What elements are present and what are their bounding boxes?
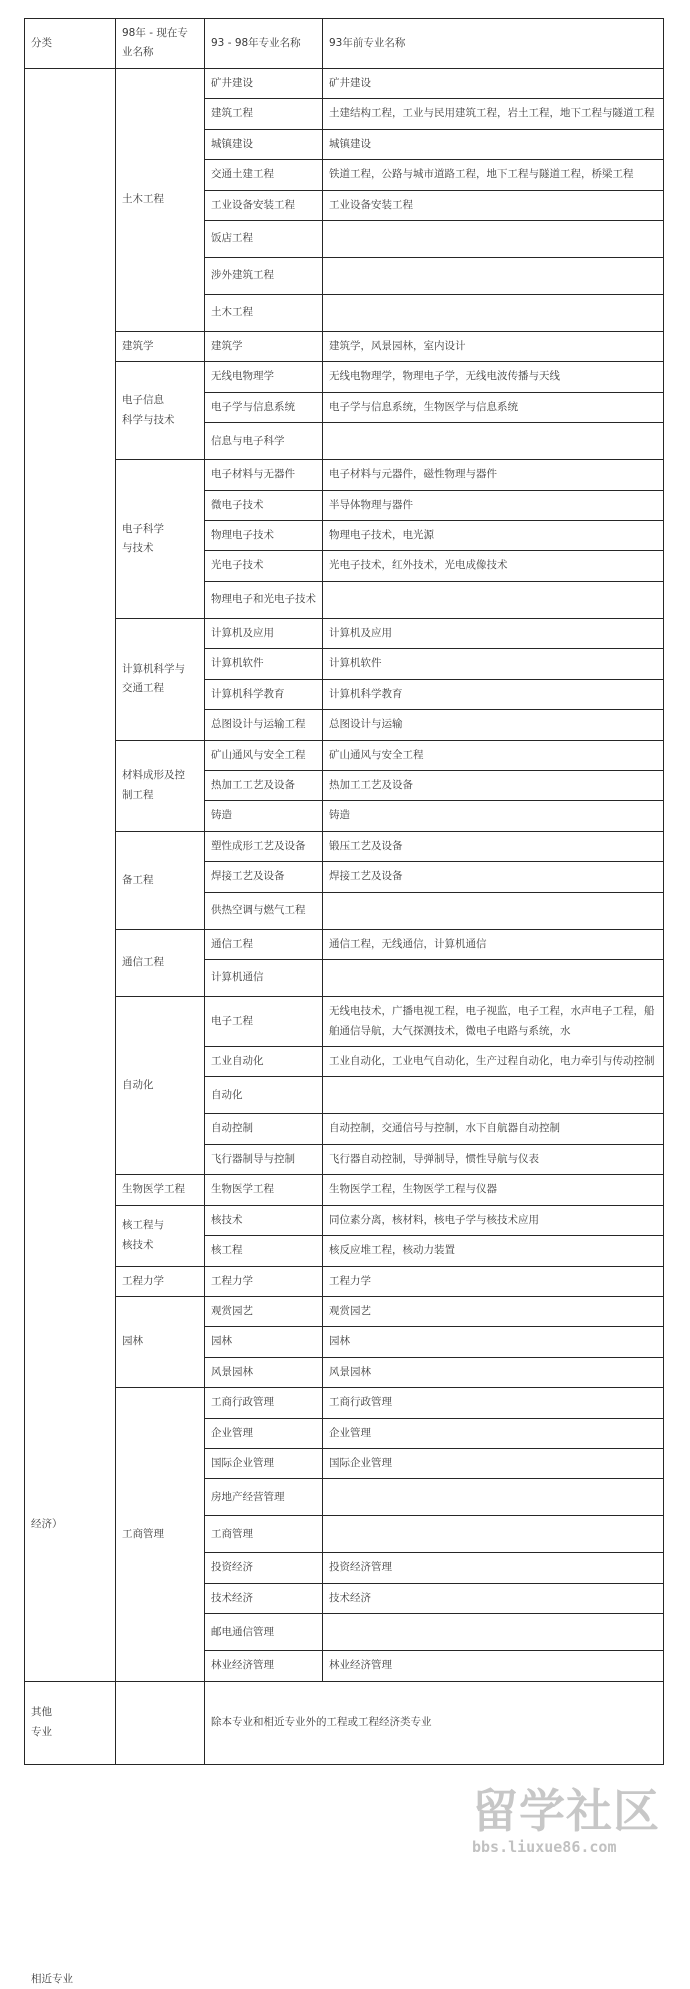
- current-major-cell: 铸造: [205, 801, 323, 831]
- legacy-major-cell: [323, 1077, 664, 1114]
- group-name-cell: 生物医学工程: [116, 1175, 205, 1205]
- legacy-major-cell: 铸造: [323, 801, 664, 831]
- current-major-cell: 生物医学工程: [205, 1175, 323, 1205]
- legacy-major-cell: 电子材料与元器件，磁性物理与器件: [323, 460, 664, 490]
- table-row: [25, 1296, 664, 1326]
- legacy-major-cell: 矿山通风与安全工程: [323, 740, 664, 770]
- legacy-major-cell: 建筑学，风景园林，室内设计: [323, 331, 664, 361]
- current-major-cell: 物理电子技术: [205, 521, 323, 551]
- current-major-cell: 供热空调与燃气工程: [205, 892, 323, 929]
- current-major-cell: 矿山通风与安全工程: [205, 740, 323, 770]
- legacy-major-cell: 无线电技术，广播电视工程，电子视监，电子工程，水声电子工程，船舶通信导航，大气探测技术，微电子电路与系统，水: [323, 997, 664, 1047]
- table-row: [25, 1388, 664, 1418]
- legacy-major-cell: [323, 1516, 664, 1553]
- watermark: [472, 1784, 682, 1874]
- group-name-cell: 备工程: [116, 831, 205, 929]
- group-name-cell: 计算机科学与 交通工程: [116, 618, 205, 740]
- current-major-cell: 自动控制: [205, 1114, 323, 1144]
- current-major-cell: 计算机及应用: [205, 618, 323, 648]
- legacy-major-cell: 自动控制，交通信号与控制，水下自航器自动控制: [323, 1114, 664, 1144]
- header-cell-category: 分类: [25, 19, 116, 69]
- current-major-cell: 通信工程: [205, 929, 323, 959]
- legacy-major-cell: 城镇建设: [323, 129, 664, 159]
- legacy-major-cell: 铁道工程，公路与城市道路工程，地下工程与隧道工程，桥梁工程: [323, 160, 664, 190]
- current-major-cell: 企业管理: [205, 1418, 323, 1448]
- current-major-cell: 工程力学: [205, 1266, 323, 1296]
- group-name-cell: 工商管理: [116, 1388, 205, 1682]
- current-major-cell: 塑性成形工艺及设备: [205, 831, 323, 861]
- current-major-cell: 光电子技术: [205, 551, 323, 581]
- legacy-major-cell: 飞行器自动控制，导弹制导，惯性导航与仪表: [323, 1144, 664, 1174]
- current-major-cell: 工商管理: [205, 1516, 323, 1553]
- legacy-major-cell: 焊接工艺及设备: [323, 862, 664, 892]
- group-name-cell: 自动化: [116, 997, 205, 1175]
- legacy-major-cell: 核反应堆工程，核动力装置: [323, 1236, 664, 1266]
- legacy-major-cell: 无线电物理学，物理电子学，无线电波传播与天线: [323, 362, 664, 392]
- legacy-major-cell: 生物医学工程，生物医学工程与仪器: [323, 1175, 664, 1205]
- table-footer-row: [25, 1681, 664, 1764]
- watermark-title: 留学社区: [472, 1784, 660, 1838]
- legacy-major-cell: [323, 581, 664, 618]
- table-row: [25, 1175, 664, 1205]
- group-name-cell: 园林: [116, 1296, 205, 1387]
- category-label-economics: 经济）: [31, 1517, 63, 1530]
- current-major-cell: 核技术: [205, 1205, 323, 1235]
- group-name-cell: 建筑学: [116, 331, 205, 361]
- current-major-cell: 计算机科学教育: [205, 679, 323, 709]
- table-row: [25, 831, 664, 861]
- current-major-cell: 房地产经营管理: [205, 1479, 323, 1516]
- legacy-major-cell: 电子学与信息系统，生物医学与信息系统: [323, 392, 664, 422]
- current-major-cell: 饭店工程: [205, 220, 323, 257]
- legacy-major-cell: 通信工程，无线通信，计算机通信: [323, 929, 664, 959]
- current-major-cell: 矿井建设: [205, 68, 323, 98]
- current-major-cell: 林业经济管理: [205, 1651, 323, 1681]
- legacy-major-cell: [323, 1479, 664, 1516]
- header-cell-9398: 93 - 98年专业名称: [205, 19, 323, 69]
- current-major-cell: 总图设计与运输工程: [205, 710, 323, 740]
- table-row: [25, 362, 664, 392]
- group-name-cell: 核工程与 核技术: [116, 1205, 205, 1266]
- current-major-cell: 涉外建筑工程: [205, 257, 323, 294]
- current-major-cell: 微电子技术: [205, 490, 323, 520]
- current-major-cell: 物理电子和光电子技术: [205, 581, 323, 618]
- table-row: [25, 460, 664, 490]
- table-row: [25, 1266, 664, 1296]
- legacy-major-cell: 土建结构工程，工业与民用建筑工程，岩土工程，地下工程与隧道工程: [323, 99, 664, 129]
- other-major-empty-cell: [116, 1681, 205, 1764]
- current-major-cell: 城镇建设: [205, 129, 323, 159]
- table-row: [25, 68, 664, 98]
- legacy-major-cell: [323, 423, 664, 460]
- current-major-cell: 自动化: [205, 1077, 323, 1114]
- table-row: [25, 331, 664, 361]
- legacy-major-cell: 工商行政管理: [323, 1388, 664, 1418]
- legacy-major-cell: 投资经济管理: [323, 1553, 664, 1583]
- legacy-major-cell: [323, 1614, 664, 1651]
- table-header-row: [25, 19, 664, 69]
- legacy-major-cell: 光电子技术，红外技术，光电成像技术: [323, 551, 664, 581]
- current-major-cell: 工业设备安装工程: [205, 190, 323, 220]
- current-major-cell: 工业自动化: [205, 1046, 323, 1076]
- current-major-cell: 国际企业管理: [205, 1449, 323, 1479]
- legacy-major-cell: [323, 892, 664, 929]
- legacy-major-cell: 林业经济管理: [323, 1651, 664, 1681]
- current-major-cell: 热加工工艺及设备: [205, 771, 323, 801]
- current-major-cell: 建筑学: [205, 331, 323, 361]
- group-name-cell: 工程力学: [116, 1266, 205, 1296]
- legacy-major-cell: 矿井建设: [323, 68, 664, 98]
- group-name-cell: 材料成形及控 制工程: [116, 740, 205, 831]
- table-row: [25, 740, 664, 770]
- group-name-cell: 电子科学 与技术: [116, 460, 205, 619]
- category-label-related-major: 相近专业: [31, 1972, 73, 1985]
- legacy-major-cell: 锻压工艺及设备: [323, 831, 664, 861]
- legacy-major-cell: 工业设备安装工程: [323, 190, 664, 220]
- legacy-major-cell: [323, 257, 664, 294]
- legacy-major-cell: 园林: [323, 1327, 664, 1357]
- current-major-cell: 风景园林: [205, 1357, 323, 1387]
- legacy-major-cell: [323, 294, 664, 331]
- table-row: [25, 929, 664, 959]
- legacy-major-cell: 技术经济: [323, 1583, 664, 1613]
- group-name-cell: 通信工程: [116, 929, 205, 996]
- group-name-cell: 电子信息 科学与技术: [116, 362, 205, 460]
- legacy-major-cell: 半导体物理与器件: [323, 490, 664, 520]
- legacy-major-cell: 同位素分离，核材料，核电子学与核技术应用: [323, 1205, 664, 1235]
- header-cell-pre93: 93年前专业名称: [323, 19, 664, 69]
- legacy-major-cell: 总图设计与运输: [323, 710, 664, 740]
- legacy-major-cell: 计算机科学教育: [323, 679, 664, 709]
- legacy-major-cell: 热加工工艺及设备: [323, 771, 664, 801]
- current-major-cell: 飞行器制导与控制: [205, 1144, 323, 1174]
- current-major-cell: 土木工程: [205, 294, 323, 331]
- legacy-major-cell: 工程力学: [323, 1266, 664, 1296]
- legacy-major-cell: 工业自动化，工业电气自动化，生产过程自动化，电力牵引与传动控制: [323, 1046, 664, 1076]
- current-major-cell: 交通土建工程: [205, 160, 323, 190]
- current-major-cell: 信息与电子科学: [205, 423, 323, 460]
- table-row: [25, 1205, 664, 1235]
- current-major-cell: 建筑工程: [205, 99, 323, 129]
- header-cell-current: 98年 - 现在专业名称: [116, 19, 205, 69]
- current-major-cell: 技术经济: [205, 1583, 323, 1613]
- current-major-cell: 电子工程: [205, 997, 323, 1047]
- current-major-cell: 邮电通信管理: [205, 1614, 323, 1651]
- current-major-cell: 焊接工艺及设备: [205, 862, 323, 892]
- current-major-cell: 园林: [205, 1327, 323, 1357]
- current-major-cell: 电子学与信息系统: [205, 392, 323, 422]
- other-major-label-cell: 其他 专业: [25, 1681, 116, 1764]
- legacy-major-cell: 观赏园艺: [323, 1296, 664, 1326]
- legacy-major-cell: 计算机及应用: [323, 618, 664, 648]
- current-major-cell: 计算机通信: [205, 960, 323, 997]
- table-row: [25, 618, 664, 648]
- current-major-cell: 无线电物理学: [205, 362, 323, 392]
- legacy-major-cell: 风景园林: [323, 1357, 664, 1387]
- other-major-description-cell: 除本专业和相近专业外的工程或工程经济类专业: [205, 1681, 664, 1764]
- current-major-cell: 观赏园艺: [205, 1296, 323, 1326]
- current-major-cell: 核工程: [205, 1236, 323, 1266]
- group-name-cell: 土木工程: [116, 68, 205, 331]
- legacy-major-cell: [323, 220, 664, 257]
- legacy-major-cell: 国际企业管理: [323, 1449, 664, 1479]
- current-major-cell: 计算机软件: [205, 649, 323, 679]
- legacy-major-cell: [323, 960, 664, 997]
- current-major-cell: 投资经济: [205, 1553, 323, 1583]
- table-row: [25, 997, 664, 1047]
- legacy-major-cell: 计算机软件: [323, 649, 664, 679]
- legacy-major-cell: 物理电子技术，电光源: [323, 521, 664, 551]
- current-major-cell: 工商行政管理: [205, 1388, 323, 1418]
- legacy-major-cell: 企业管理: [323, 1418, 664, 1448]
- watermark-url: bbs.liuxue86.com: [472, 1838, 617, 1856]
- current-major-cell: 电子材料与无器件: [205, 460, 323, 490]
